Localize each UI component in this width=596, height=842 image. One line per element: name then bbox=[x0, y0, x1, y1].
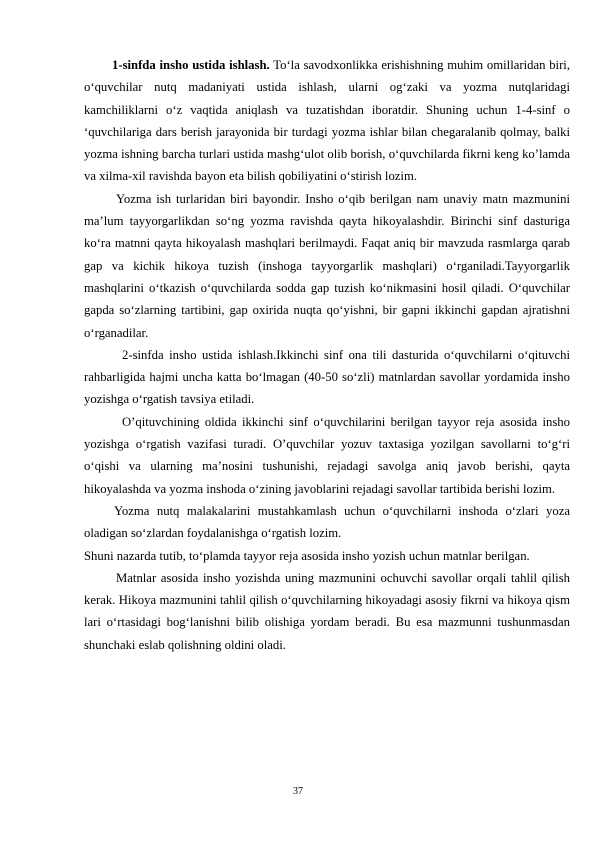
paragraph-2: Yozma ish turlaridan biri bayondir. Insho o‘qib berilgan nam unaviy matn mazmunini ma’lum tayyorgarlikdan so‘ng yozma ravishda qayta hikoyalashdir. Birinchi sinf dasturiga ko‘ra matnni qayta hikoyalash mashqlari berilmaydi. Faqat aniq bir mavzuda rasmlarga qarab gap va kichik hikoya tuzish (inshoga tayyorgarlik mashqlari) o‘rganiladi.Tayyorgarlik mashqlarini o‘tkazish o‘quvchilarda sodda gap tuzish ko‘nikmasini hosil qiladi. O‘quvchilar gapda so‘zlarning tartibini, gap oxirida nuqta qo‘yishni, bir gapni ikkinchi gapdan ajratishni o‘rganadilar. bbox=[84, 191, 570, 340]
page-number: 37 bbox=[293, 786, 303, 797]
paragraph-5: Yozma nutq malakalarini mustahkamlash uchun o‘quvchilarni inshoda o‘zlari yoza oladigan so‘zlardan foydalanishga o‘rgatish lozim. bbox=[84, 503, 570, 541]
paragraph-1-text: To‘la savodxonlikka erishishning muhim omillaridan biri, o‘quvchilar nutq madaniyati ustida ishlash, ularni og‘zaki va yozma nutqlaridagi kamchiliklarni o‘z vaqtida aniqlash va tuzatishdan iboratdir. Shuning uchun 1-4-sinf o ‘quvchilariga dars berish jarayonida bir turdagi yozma ishlar bilan chegaralanib qolmay, balki yozma ishning barcha turlari ustida mashg‘ulot olib borish, o‘quvchilarda fikrni keng ko’lamda va xilma-xil ravishda bayon eta bilish qobiliyatini o‘stirish lozim. bbox=[84, 58, 570, 184]
paragraph-3: 2-sinfda insho ustida ishlash.Ikkinchi sinf ona tili dasturida o‘quvchilarni o‘qituvchi rahbarligida hajmi uncha katta bo‘lmagan (40-50 so‘zli) matnlardan savollar yordamida insho yozishga o‘rgatish tavsiya etiladi. bbox=[84, 347, 570, 407]
paragraph-1 bbox=[84, 54, 570, 188]
paragraph-7: Matnlar asosida insho yozishda uning mazmunini ochuvchi savollar orqali tahlil qilish kerak. Hikoya mazmunini tahlil qilish o‘quvchilarning hikoyadagi asosiy fikrni va hikoya qism lari o‘rtasidagi bog‘lanishni bilib olishiga yordam beradi. Bu esa mazmunni tushunmasdan shunchaki eslab qolishning oldini oladi. bbox=[84, 570, 570, 652]
document-page bbox=[84, 54, 570, 656]
section-heading-grade-1: 1-sinfda insho ustida ishlash. bbox=[112, 58, 270, 72]
paragraph-6: Shuni nazarda tutib, to‘plamda tayyor reja asosida insho yozish uchun matnlar berilgan. bbox=[84, 548, 530, 563]
paragraph-4: O’qituvchining oldida ikkinchi sinf o‘quvchilarini berilgan tayyor reja asosida insho yozishga o‘rgatish vazifasi turadi. O’quvchilar yozuv taxtasiga yozilgan savollarni to‘g‘ri o‘qishi va ularning ma’nosini tushunishi, rejadagi savolga aniq javob berishi, qayta hikoyalashda va yozma inshoda o‘zining javoblarini rejadagi savollar tartibida berishi lozim. bbox=[84, 414, 570, 496]
